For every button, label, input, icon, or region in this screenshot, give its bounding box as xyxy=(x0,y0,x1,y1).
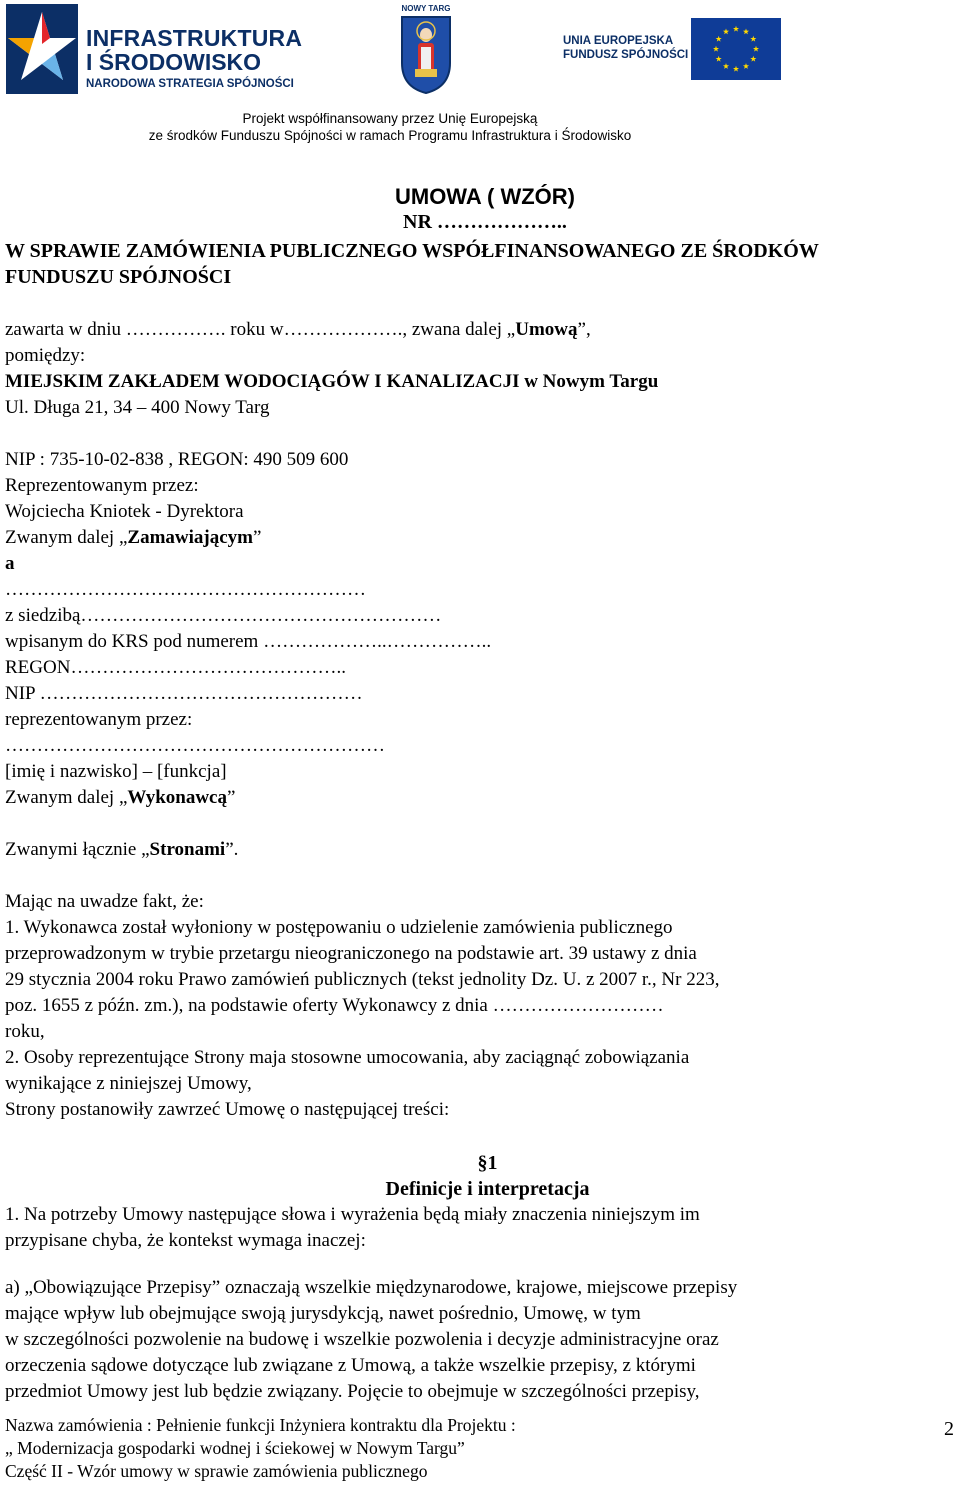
definition-a-line1: a) „Obowiązujące Przepisy” oznaczają wszelkie międzynarodowe, krajowe, miejscowe przepisy xyxy=(5,1277,738,1298)
document-number: NR ……………….. xyxy=(403,211,567,233)
infrastruktura-logo xyxy=(6,4,303,96)
between-line: pomiędzy: xyxy=(5,345,86,366)
footer-line2: „ Modernizacja gospodarki wodnej i ściekowej w Nowym Targu” xyxy=(5,1438,465,1458)
cofinancing-line2: ze środków Funduszu Spójności w ramach Programu Infrastruktura i Środowisko xyxy=(148,128,632,143)
agreed-line: Strony postanowiły zawrzeć Umowę o następującej treści: xyxy=(5,1099,450,1120)
party2-nip: NIP …………………………………………… xyxy=(5,683,363,704)
logo-line3: NARODOWA STRATEGIA SPÓJNOŚCI xyxy=(86,78,294,90)
party1-rep-name: Wojciecha Kniotek - Dyrektora xyxy=(5,501,244,522)
whereas-1-line1: 1. Wykonawca został wyłoniony w postępowaniu o udzielenie zamówienia publicznego xyxy=(5,917,673,938)
jointly-text: Zwanymi łącznie „ xyxy=(5,839,150,860)
whereas-1-line5: roku, xyxy=(5,1021,45,1042)
party2-name: ………………………………………………… xyxy=(5,579,366,600)
cofinancing-note xyxy=(0,110,780,144)
whereas-1-line2: przeprowadzonym w trybie przetargu nieograniczonego na podstawie art. 39 ustawy z dnia xyxy=(5,943,697,964)
party1-called-term: Zamawiającym xyxy=(127,527,253,548)
party2-represented: reprezentowanym przez: xyxy=(5,709,193,730)
eu-cohesion-fund-logo xyxy=(563,18,783,82)
party1-called-end: ” xyxy=(253,527,262,548)
definition-a-line2: mające wpływ lub obejmujące swoją jurysdykcją, nawet pośrednio, Umowę, w tym xyxy=(5,1303,641,1324)
party2-called-term: Wykonawcą xyxy=(127,787,227,808)
section-title: Definicje i interpretacja xyxy=(385,1178,590,1200)
party2-rep-dots: …………………………………………………… xyxy=(5,735,385,756)
star-logo-icon xyxy=(6,4,78,94)
whereas-1-line4: poz. 1655 z późn. zm.), na podstawie oferty Wykonawcy z dnia ……………………… xyxy=(5,995,664,1016)
party1-name: MIEJSKIM ZAKŁADEM WODOCIĄGÓW I KANALIZACJI w Nowym Targu xyxy=(5,371,659,392)
whereas-2-line1: 2. Osoby reprezentujące Strony maja stosowne umocowania, aby zaciągnąć zobowiązania xyxy=(5,1047,690,1068)
subject-line1: W SPRAWIE ZAMÓWIENIA PUBLICZNEGO WSPÓŁFINANSOWANEGO ZE ŚRODKÓW xyxy=(5,240,819,262)
concluded-end: ”, xyxy=(577,319,591,340)
eu-line2: FUNDUSZ SPÓJNOŚCI xyxy=(563,49,689,61)
party1-represented: Reprezentowanym przez: xyxy=(5,475,199,496)
concluded-line xyxy=(5,317,591,343)
concluded-text: zawarta w dniu ……………. roku w………………., zwana dalej „ xyxy=(5,319,516,340)
party2-called-text: Zwanym dalej „ xyxy=(5,787,128,808)
definition-a-line3: w szczególności pozwolenie na budowę i wszelkie pozwolenia i decyzje administracyjne oraz xyxy=(5,1329,719,1350)
footer-line1: Nazwa zamówienia : Pełnienie funkcji Inżyniera kontraktu dla Projektu : xyxy=(5,1415,516,1435)
party2-rep-fields: [imię i nazwisko] – [funkcja] xyxy=(5,761,227,782)
section-number: §1 xyxy=(477,1152,498,1174)
whereas-intro: Mając na uwadze fakt, że: xyxy=(5,891,204,912)
party2-krs: wpisanym do KRS pod numerem ………………..…………….. xyxy=(5,631,492,652)
cofinancing-line1: Projekt współfinansowany przez Unię Europejską xyxy=(242,111,538,126)
document-title: UMOWA ( WZÓR) xyxy=(394,184,576,209)
definitions-intro-line1: 1. Na potrzeby Umowy następujące słowa i wyrażenia będą miały znaczenia niniejszym im xyxy=(5,1204,700,1225)
page-number: 2 xyxy=(944,1418,954,1440)
party2-seat: z siedzibą………………………………………………… xyxy=(5,605,442,626)
jointly-line xyxy=(5,837,238,863)
party2-called-end: ” xyxy=(227,787,236,808)
party2-called xyxy=(5,785,235,811)
whereas-1-line3: 29 stycznia 2004 roku Prawo zamówień publicznych (tekst jednolity Dz. U. z 2007 r., Nr 223, xyxy=(5,969,720,990)
logo-line1: INFRASTRUKTURA xyxy=(86,25,303,51)
coat-of-arms-icon xyxy=(398,13,454,95)
nowy-targ-crest xyxy=(398,4,454,96)
concluded-term: Umową xyxy=(515,319,578,340)
definition-a-line5: przedmiot Umowy jest lub będzie związany. Pojęcie to obejmuje w szczególności przepisy, xyxy=(5,1381,700,1402)
subject-line2: FUNDUSZU SPÓJNOŚCI xyxy=(5,266,232,288)
crest-caption: NOWY TARG xyxy=(401,4,451,13)
whereas-2-line2: wynikające z niniejszej Umowy, xyxy=(5,1073,252,1094)
footer-line3: Część II - Wzór umowy w sprawie zamówienia publicznego xyxy=(5,1461,428,1481)
jointly-term: Stronami xyxy=(149,839,226,860)
definition-a-line4: orzeczenia sądowe dotyczące lub związane z Umową, a także wszelkie przepisy, z którymi xyxy=(5,1355,696,1376)
eu-flag-icon xyxy=(691,18,781,80)
eu-line1: UNIA EUROPEJSKA xyxy=(563,35,674,47)
and-line: a xyxy=(5,553,15,574)
jointly-end: ”. xyxy=(225,839,239,860)
logo-line2: I ŚRODOWISKO xyxy=(86,49,262,75)
party2-regon: REGON…………………………………….. xyxy=(5,657,346,678)
party1-nip: NIP : 735-10-02-838 , REGON: 490 509 600 xyxy=(5,449,349,470)
party1-address: Ul. Długa 21, 34 – 400 Nowy Targ xyxy=(5,397,270,418)
page-header xyxy=(0,0,960,150)
party1-called-text: Zwanym dalej „ xyxy=(5,527,128,548)
party1-called xyxy=(5,525,261,551)
definitions-intro-line2: przypisane chyba, że kontekst wymaga inaczej: xyxy=(5,1230,366,1251)
